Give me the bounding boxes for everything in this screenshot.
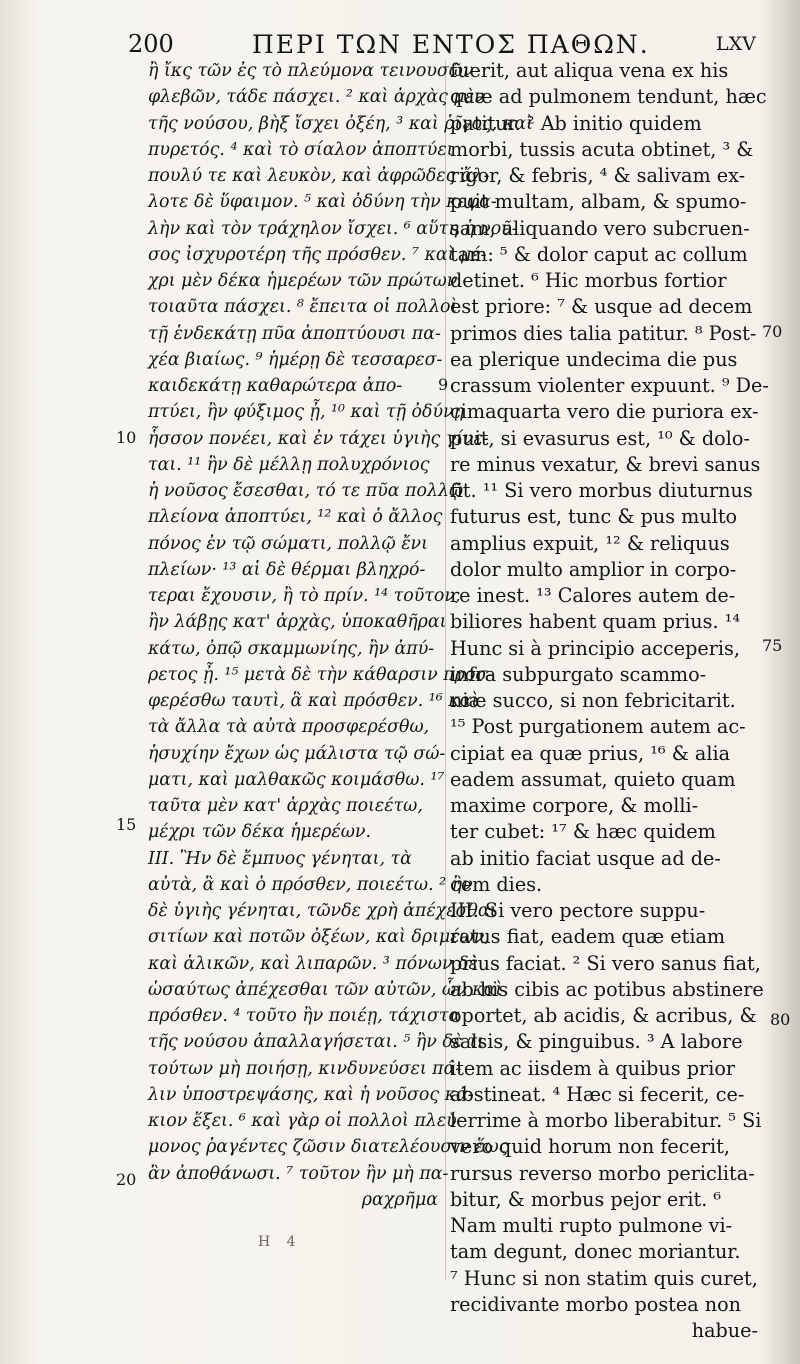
latin-line: Nam multi rupto pulmone vi- xyxy=(450,1214,733,1237)
latin-line: cem dies. xyxy=(450,872,543,896)
latin-line: tam: ⁵ & dolor caput ac collum xyxy=(450,242,748,266)
latin-line: eadem assumat, quieto quam xyxy=(450,767,736,791)
greek-line: πρόσθεν. ⁴ τοῦτο ἢν ποιέῃ, τάχιστα xyxy=(148,1006,461,1026)
margin-line-number: 80 xyxy=(770,1010,791,1029)
latin-line: recidivante morbo postea non xyxy=(450,1292,742,1316)
latin-line: niæ succo, si non febricitarit. xyxy=(450,689,736,712)
greek-line: τὰ ἄλλα τὰ αὐτὰ προσφερέσθω, xyxy=(148,717,430,738)
greek-line: τῆς νούσου, βὴξ ἴσχει ὀξέη, ³ καὶ ῥῖγος, καὶ xyxy=(148,113,533,134)
greek-line: λιν ὑποστρεψάσης, καὶ ἡ νοῦσος κά- xyxy=(148,1084,474,1105)
running-title: ΠΕΡΙ ΤΩΝ ΕΝΤΟΣ ΠΑΘΩΝ. xyxy=(252,30,650,59)
latin-line: tam degunt, donec moriantur. xyxy=(450,1240,741,1264)
latin-line: ratus fiat, eadem quæ etiam xyxy=(450,925,726,949)
greek-line: πτύει, ἢν φύξιμος ᾖ, ¹⁰ καὶ τῇ ὀδύνῃ xyxy=(148,402,465,423)
latin-line: dolor multo amplior in corpo- xyxy=(450,557,737,581)
greek-line: ἂν ἀποθάνωσι. ⁷ τοῦτον ἢν μὴ πα- xyxy=(148,1163,449,1184)
page-number: 200 xyxy=(128,30,174,58)
greek-line: σος ἰσχυροτέρη τῆς πρόσθεν. ⁷ καὶ μέ- xyxy=(148,244,487,265)
greek-line: πόνος ἐν τῷ σώματι, πολλῷ ἔνι xyxy=(148,533,428,554)
greek-line: πλείων· ¹³ αἱ δὲ θέρμαι βληχρό- xyxy=(148,559,426,580)
latin-line: Hunc si à principio acceperis, xyxy=(450,636,740,660)
latin-line: oportet, ab acidis, & acribus, & xyxy=(450,1004,757,1027)
greek-line: ταῦτα μὲν κατ' ἀρχὰς ποιεέτω, xyxy=(148,796,423,816)
margin-line-number: 20 xyxy=(116,1170,137,1189)
latin-line: fit. ¹¹ Si vero morbus diuturnus xyxy=(450,479,753,502)
signature-mark: H 4 xyxy=(258,1234,302,1250)
latin-line: bitur, & morbus pejor erit. ⁶ xyxy=(450,1187,722,1211)
greek-line: ὡσαύτως ἀπέχεσθαι τῶν αὐτῶν, ὧν καὶ xyxy=(148,979,503,1000)
latin-line: biliores habent quam prius. ¹⁴ xyxy=(450,610,741,634)
greek-line: σιτίων καὶ ποτῶν ὀξέων, καὶ δριμέων, xyxy=(148,927,490,948)
margin-line-number: 9 xyxy=(438,375,449,394)
greek-line: III. Ἢν δὲ ἔμπυος γένηται, τὰ xyxy=(148,848,412,869)
latin-line: rursus reverso morbo periclita- xyxy=(450,1161,755,1185)
greek-line: πλείονα ἀποπτύει, ¹² καὶ ὁ ἄλλος xyxy=(148,507,443,528)
greek-line: κάτω, ὀπῷ σκαμμωνίης, ἢν ἀπύ- xyxy=(148,638,435,659)
margin-line-number: 75 xyxy=(762,636,783,655)
margin-line-number: 10 xyxy=(116,428,137,447)
folio-number: LXV xyxy=(716,33,756,55)
latin-line: III. Si vero pectore suppu- xyxy=(450,899,706,922)
latin-line: futurus est, tunc & pus multo xyxy=(450,505,738,529)
greek-line: μονος ῥαγέντες ζῶσιν διατελέουσιν ἕως xyxy=(148,1137,509,1158)
latin-line: est priore: ⁷ & usque ad decem xyxy=(450,295,753,319)
margin-line-number: 15 xyxy=(116,815,137,834)
latin-line: abstineat. ⁴ Hæc si fecerit, ce- xyxy=(450,1082,745,1106)
latin-line: maxime corpore, & molli- xyxy=(450,794,699,817)
greek-line: τούτων μὴ ποιήσῃ, κινδυνεύσει πά- xyxy=(148,1058,462,1079)
latin-line: lerrime à morbo liberabitur. ⁵ Si xyxy=(450,1109,762,1132)
latin-line: ¹⁵ Post purgationem autem ac- xyxy=(450,715,746,739)
latin-line: ter cubet: ¹⁷ & hæc quidem xyxy=(450,820,716,844)
latin-line: ab initio faciat usque ad de- xyxy=(450,846,721,870)
latin-text-column xyxy=(450,58,769,1344)
latin-line: ⁷ Hunc si non statim quis curet, xyxy=(450,1266,758,1290)
latin-line: ab his cibis ac potibus abstinere xyxy=(450,977,764,1001)
greek-line: τῇ ἑνδεκάτῃ πῦα ἀποπτύουσι πα- xyxy=(148,323,441,344)
greek-line: καιδεκάτῃ καθαρώτερα ἀπο- xyxy=(148,376,403,396)
greek-line: λὴν καὶ τὸν τράχηλον ἴσχει. ⁶ αὕτη ἡ νοῦ- xyxy=(148,218,518,239)
latin-line: puit, si evasurus est, ¹⁰ & dolo- xyxy=(450,426,750,450)
margin-line-number: 70 xyxy=(762,322,783,341)
greek-line: φερέσθω ταυτὶ, ἃ καὶ πρόσθεν. ¹⁶ καὶ xyxy=(148,691,479,711)
latin-line: morbi, tussis acuta obtinet, ³ & xyxy=(450,137,754,161)
latin-line: cipiat ea quæ prius, ¹⁶ & alia xyxy=(450,741,731,765)
latin-line: infra subpurgato scammo- xyxy=(450,662,707,686)
greek-line: ραχρῆμα xyxy=(361,1189,438,1210)
latin-line: quæ ad pulmonem tendunt, hæc xyxy=(450,85,767,109)
greek-line: αὐτὰ, ἃ καὶ ὁ πρόσθεν, ποιεέτω. ² ἢν xyxy=(148,874,473,895)
greek-line: ἢ ἴκς τῶν ἐς τὸ πλεύμονα τεινουσῶν xyxy=(148,61,474,81)
latin-line: amplius expuit, ¹² & reliquus xyxy=(450,531,730,555)
greek-line: φλεβῶν, τάδε πάσχει. ² καὶ ἀρχὰς μὲν xyxy=(148,87,485,108)
greek-line: ρετος ᾖ. ¹⁵ μετὰ δὲ τὴν κάθαρσιν προσ- xyxy=(148,664,494,685)
latin-line: re inest. ¹³ Calores autem de- xyxy=(450,584,736,607)
greek-line: ἧσσον πονέει, καὶ ἐν τάχει ὑγιὴς γίνε- xyxy=(148,428,489,449)
greek-line: χέα βιαίως. ⁹ ἡμέρῃ δὲ τεσσαρεσ- xyxy=(148,349,443,370)
greek-line: ἡσυχίην ἔχων ὡς μάλιστα τῷ σώ- xyxy=(148,743,446,764)
greek-line: ματι, καὶ μαλθακῶς κοιμάσθω. ¹⁷ xyxy=(148,769,445,790)
greek-line: τεραι ἔχουσιν, ἢ τὸ πρίν. ¹⁴ τοῦτον, xyxy=(148,586,461,606)
greek-line: κιον ἕξει. ⁶ καὶ γὰρ οἱ πολλοὶ πλεύ- xyxy=(148,1111,463,1131)
greek-line: καὶ ἁλικῶν, καὶ λιπαρῶν. ³ πόνων δὲ xyxy=(148,953,478,974)
latin-line: detinet. ⁶ Hic morbus fortior xyxy=(450,269,727,292)
latin-line: re minus vexatur, & brevi sanus xyxy=(450,452,761,476)
latin-line: salsis, & pinguibus. ³ A labore xyxy=(450,1030,743,1054)
latin-line: vero quid horum non fecerit, xyxy=(450,1135,730,1159)
latin-line: sam, aliquando vero subcruen- xyxy=(450,216,750,240)
latin-line: puit multam, albam, & spumo- xyxy=(450,190,747,214)
latin-line: item ac iisdem à quibus prior xyxy=(450,1056,736,1080)
latin-line: patitur. ² Ab initio quidem xyxy=(450,111,702,135)
greek-line: τῆς νούσου ἀπαλλαγήσεται. ⁵ ἢν δὲ τι xyxy=(148,1032,485,1053)
greek-line: χρι μὲν δέκα ἡμερέων τῶν πρώτων xyxy=(148,271,458,291)
greek-line: μέχρι τῶν δέκα ἡμερέων. xyxy=(148,822,372,843)
greek-line: δὲ ὑγιὴς γένηται, τῶνδε χρὴ ἀπέχεσθαι xyxy=(148,901,497,921)
latin-line: ea plerique undecima die pus xyxy=(450,347,738,371)
latin-line: crassum violenter expuunt. ⁹ De- xyxy=(450,374,769,397)
latin-line: habue- xyxy=(691,1319,758,1342)
greek-line: ἡ νοῦσος ἔσεσθαι, τό τε πῦα πολλῷ xyxy=(148,481,464,501)
latin-line: cimaquarta vero die puriora ex- xyxy=(450,400,759,424)
greek-line: τοιαῦτα πάσχει. ⁸ ἔπειτα οἱ πολλοὶ xyxy=(148,297,458,318)
greek-line: ται. ¹¹ ἢν δὲ μέλλῃ πολυχρόνιος xyxy=(148,454,430,475)
greek-line: πυρετός. ⁴ καὶ τὸ σίαλον ἀποπτύει xyxy=(148,139,454,160)
greek-line: λοτε δὲ ὕφαιμον. ⁵ καὶ ὀδύνη τὴν κεφα- xyxy=(148,192,497,213)
greek-line: πουλύ τε καὶ λευκὸν, καὶ ἀφρῶδες ἄλ- xyxy=(148,166,490,186)
latin-line: primos dies talia patitur. ⁸ Post- xyxy=(450,321,757,345)
latin-line: fuerit, aut aliqua vena ex his xyxy=(450,59,729,82)
latin-line: rigor, & febris, ⁴ & salivam ex- xyxy=(450,164,746,187)
latin-line: prius faciat. ² Si vero sanus fiat, xyxy=(450,951,761,975)
greek-line: ἢν λάβῃς κατ' ἀρχὰς, ὑποκαθῆραι xyxy=(148,612,447,633)
